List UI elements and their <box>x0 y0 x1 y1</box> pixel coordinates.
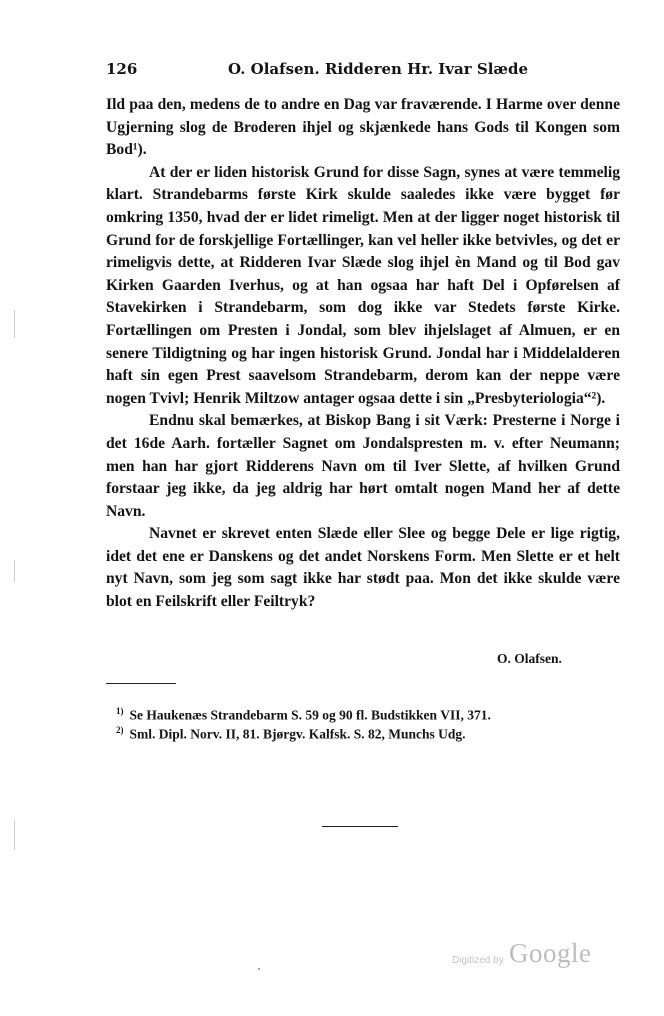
watermark-logo: Google <box>509 938 592 968</box>
scan-edge-mark <box>14 820 15 850</box>
signature: O. Olafsen. <box>497 651 562 666</box>
paragraph: Ild paa den, medens de to andre en Dag var fraværende. I Harme over denne Ugjerning slog de Broderen ihjel og skjænkede hans Gods til Kongen som Bod¹). <box>106 96 620 159</box>
footnote-mark: 1) <box>116 706 124 716</box>
footnote <box>116 725 620 743</box>
footnote-mark: 2) <box>116 725 124 735</box>
paragraph: Endnu skal bemærkes, at Biskop Bang i sit Værk: Presterne i Norge i det 16de Aarh. fortæller Sagnet om Jondalspresten m. v. efter Neumann; men han har gjort Ridderens Navn om til Iver Slette, af hvilken Grund forstaar jeg ikke, da jeg aldrig har hørt omtalt nogen Mand her af dette Navn. <box>106 412 620 520</box>
footnote <box>116 706 620 724</box>
footnote-divider <box>106 683 176 684</box>
page-number: 126 <box>106 60 138 78</box>
main-text <box>106 94 620 614</box>
scan-edge-mark <box>14 310 15 338</box>
scan-edge-mark <box>14 560 15 582</box>
footnote-text: Sml. Dipl. Norv. II, 81. Bjørgv. Kalfsk. S. 82, Munchs Udg. <box>129 726 466 742</box>
watermark-small: Digitized by <box>452 955 504 966</box>
running-header <box>106 60 618 84</box>
end-rule <box>322 826 398 827</box>
scan-speck <box>258 968 260 970</box>
paragraph: Navnet er skrevet enten Slæde eller Slee og begge Dele er lige rigtig, idet det ene er Danskens og det andet Norskens Form. Men Slette er et helt nyt Navn, som jeg som sagt ikke har stødt paa. Mon det ikke skulde være blot en Feilskrift eller Feiltryk? <box>106 525 620 611</box>
google-watermark <box>452 938 592 974</box>
footnote-text: Se Haukenæs Strandebarm S. 59 og 90 fl. Budstikken VII, 371. <box>129 707 491 723</box>
paragraph: At der er liden historisk Grund for disse Sagn, synes at være temmelig klart. Strandebarms første Kirk skulde saaledes ikke være bygget før omkring 1350, hvad der er lidet rimeligt. Men at der ligger noget historisk til Grund for de forskjellige Fortællinger, kan vel heller ikke betvivles, og det er rimeligvis dette, at Ridderen Ivar Slæde slog ihjel èn Mand og til Bod gav Kirken Gaarden Iverhus, og at han ogsaa har haft Del i Opførelsen af Stavekirken i Strandebarm, som dog ikke var Stedets første Kirke. Fortællingen om Presten i Jondal, som blev ihjelslaget af Almuen, er en senere Tildigtning og har ingen historisk Grund. Jondal har i Middelalderen haft sin egen Prest saavelsom Strandebarm, derom kan der neppe være nogen Tvivl; Henrik Miltzow antager ogsaa dette i sin „Presbyteriologia“²). <box>106 163 620 407</box>
running-title: O. Olafsen. Ridderen Hr. Ivar Slæde <box>228 60 529 78</box>
